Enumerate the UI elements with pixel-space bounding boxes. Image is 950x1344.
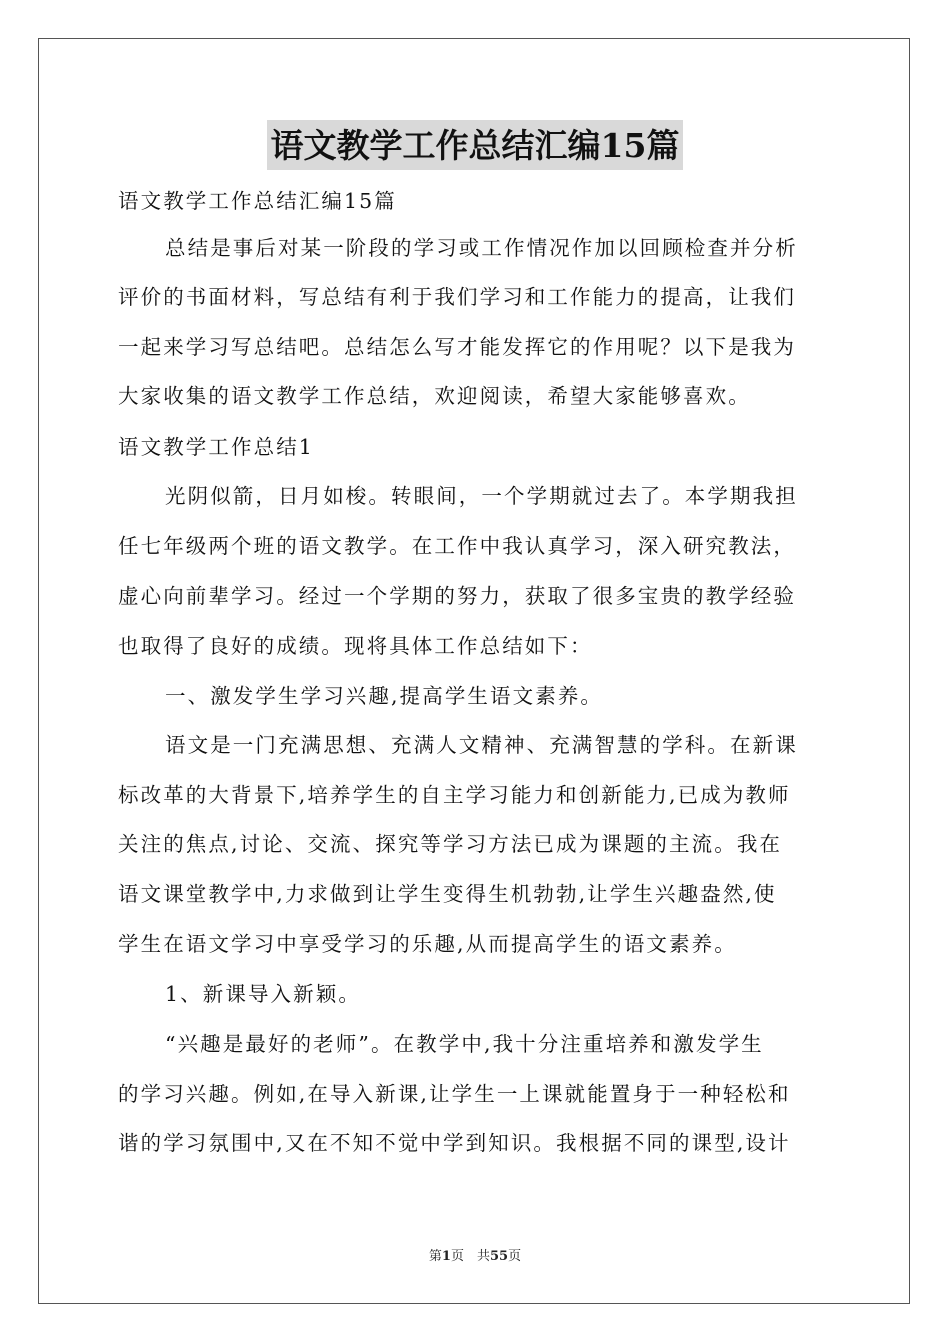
document-title: 语文教学工作总结汇编15篇 [267, 120, 684, 170]
paragraph-line: 一起来学习写总结吧。总结怎么写才能发挥它的作用呢？以下是我为 [118, 335, 796, 359]
paragraph-line: 语文课堂教学中,力求做到让学生变得生机勃勃,让学生兴趣盎然,使 [118, 882, 777, 906]
paragraph-line: 标改革的大背景下,培养学生的自主学习能力和创新能力,已成为教师 [118, 783, 791, 807]
paragraph-line: 任七年级两个班的语文教学。在工作中我认真学习，深入研究教法， [118, 534, 796, 558]
section-heading: 语文教学工作总结1 [118, 435, 314, 459]
footer-mid: 页 共 [450, 1249, 490, 1264]
paragraph-line: 评价的书面材料，写总结有利于我们学习和工作能力的提高，让我们 [118, 285, 796, 309]
list-item-heading: 1、新课导入新颖。 [165, 982, 361, 1006]
paragraph-line: 也取得了良好的成绩。现将具体工作总结如下： [118, 634, 593, 658]
current-page-number: 1 [441, 1249, 451, 1264]
paragraph-line: 谐的学习氛围中,又在不知不觉中学到知识。我根据不同的课型,设计 [118, 1131, 791, 1155]
subtitle-line: 语文教学工作总结汇编15篇 [118, 189, 397, 213]
footer-suffix: 页 [508, 1249, 522, 1264]
paragraph-line: 总结是事后对某一阶段的学习或工作情况作加以回顾检查并分析 [165, 236, 798, 260]
paragraph-line: 关注的焦点,讨论、交流、探究等学习方法已成为课题的主流。我在 [118, 832, 783, 856]
total-page-count: 55 [489, 1249, 509, 1264]
paragraph-line: 大家收集的语文教学工作总结，欢迎阅读，希望大家能够喜欢。 [118, 384, 751, 408]
page-footer [0, 1248, 950, 1266]
page-border [38, 38, 910, 1304]
subsection-heading: 一、激发学生学习兴趣,提高学生语文素养。 [165, 684, 604, 708]
paragraph-line: 虚心向前辈学习。经过一个学期的努力，获取了很多宝贵的教学经验 [118, 584, 796, 608]
paragraph-line: 学生在语文学习中享受学习的乐趣,从而提高学生的语文素养。 [118, 932, 737, 956]
footer-prefix: 第 [428, 1249, 442, 1264]
title-container [0, 120, 950, 170]
paragraph-line: 光阴似箭，日月如梭。转眼间，一个学期就过去了。本学期我担 [165, 484, 798, 508]
paragraph-line: 语文是一门充满思想、充满人文精神、充满智慧的学科。在新课 [165, 733, 798, 757]
paragraph-line: 的学习兴趣。例如,在导入新课,让学生一上课就能置身于一种轻松和 [118, 1082, 791, 1106]
paragraph-line: “兴趣是最好的老师”。在教学中,我十分注重培养和激发学生 [165, 1032, 764, 1056]
